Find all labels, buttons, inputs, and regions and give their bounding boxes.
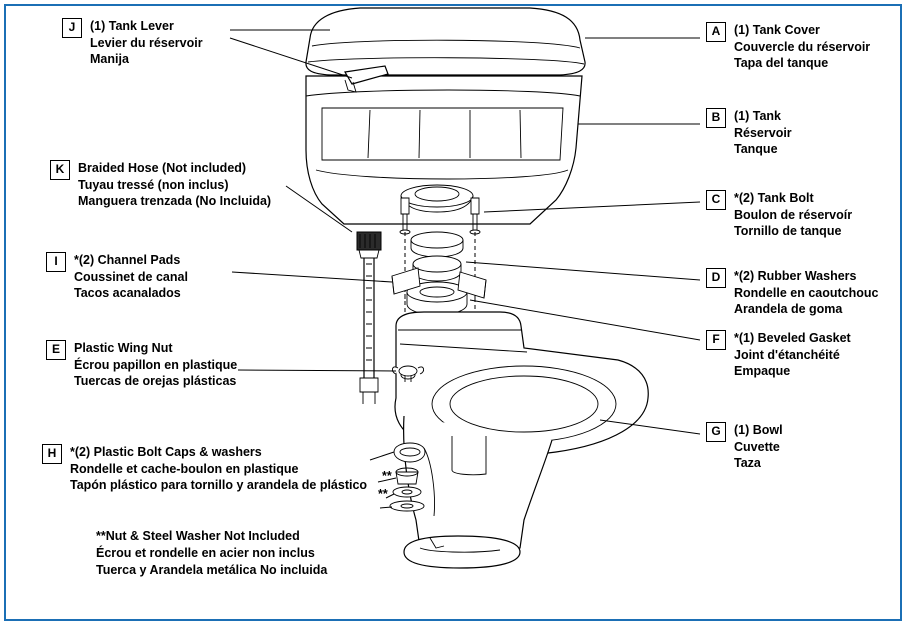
callout-I [46,252,188,302]
callout-tag-G: G [706,422,726,442]
callout-tag-A: A [706,22,726,42]
callout-F [706,330,851,380]
double-star-marker-lower: ** [378,487,388,501]
callout-tag-B: B [706,108,726,128]
callout-tag-J: J [62,18,82,38]
callout-text-G: (1) Bowl Cuvette Taza [734,423,783,470]
callout-text-K: Braided Hose (Not included) Tuyau tressé (non inclus) Manguera trenzada (No Incluida) [78,161,272,208]
footnote: **Nut & Steel Washer Not Included Écrou et rondelle en acier non inclus Tuerca y Arandela metálica No incluida [96,529,328,577]
callout-text-A: (1) Tank Cover Couvercle du réservoir Tapa del tanque [734,23,871,70]
callout-tag-D: D [706,268,726,288]
callout-K [50,160,271,210]
callout-B [706,108,792,158]
callout-tag-E: E [46,340,66,360]
callout-text-I: *(2) Channel Pads Coussinet de canal Tacos acanalados [74,253,188,300]
callout-text-F: *(1) Beveled Gasket Joint d'étanchéité Empaque [734,331,851,378]
callout-text-H: *(2) Plastic Bolt Caps & washers Rondelle et cache-boulon en plastique Tapón plástico para tornillo y arandela de plástico [70,445,368,492]
callout-text-E: Plastic Wing Nut Écrou papillon en plastique Tuercas de orejas plásticas [74,341,238,388]
callout-text-D: *(2) Rubber Washers Rondelle en caoutchouc Arandela de goma [734,269,879,316]
callout-text-B: (1) Tank Réservoir Tanque [734,109,792,156]
callout-D [706,268,878,318]
callout-tag-C: C [706,190,726,210]
callout-tag-H: H [42,444,62,464]
double-star-marker-upper: ** [382,469,392,483]
callout-E [46,340,237,390]
callout-G [706,422,783,472]
callout-tag-I: I [46,252,66,272]
callout-tag-K: K [50,160,70,180]
callout-text-C: *(2) Tank Bolt Boulon de réservoír Tornillo de tanque [734,191,853,238]
callout-J [62,18,203,68]
callout-A [706,22,870,72]
callout-H [42,444,367,494]
callout-tag-F: F [706,330,726,350]
callout-C [706,190,852,240]
callout-text-J: (1) Tank Lever Levier du réservoir Manija [90,19,203,66]
